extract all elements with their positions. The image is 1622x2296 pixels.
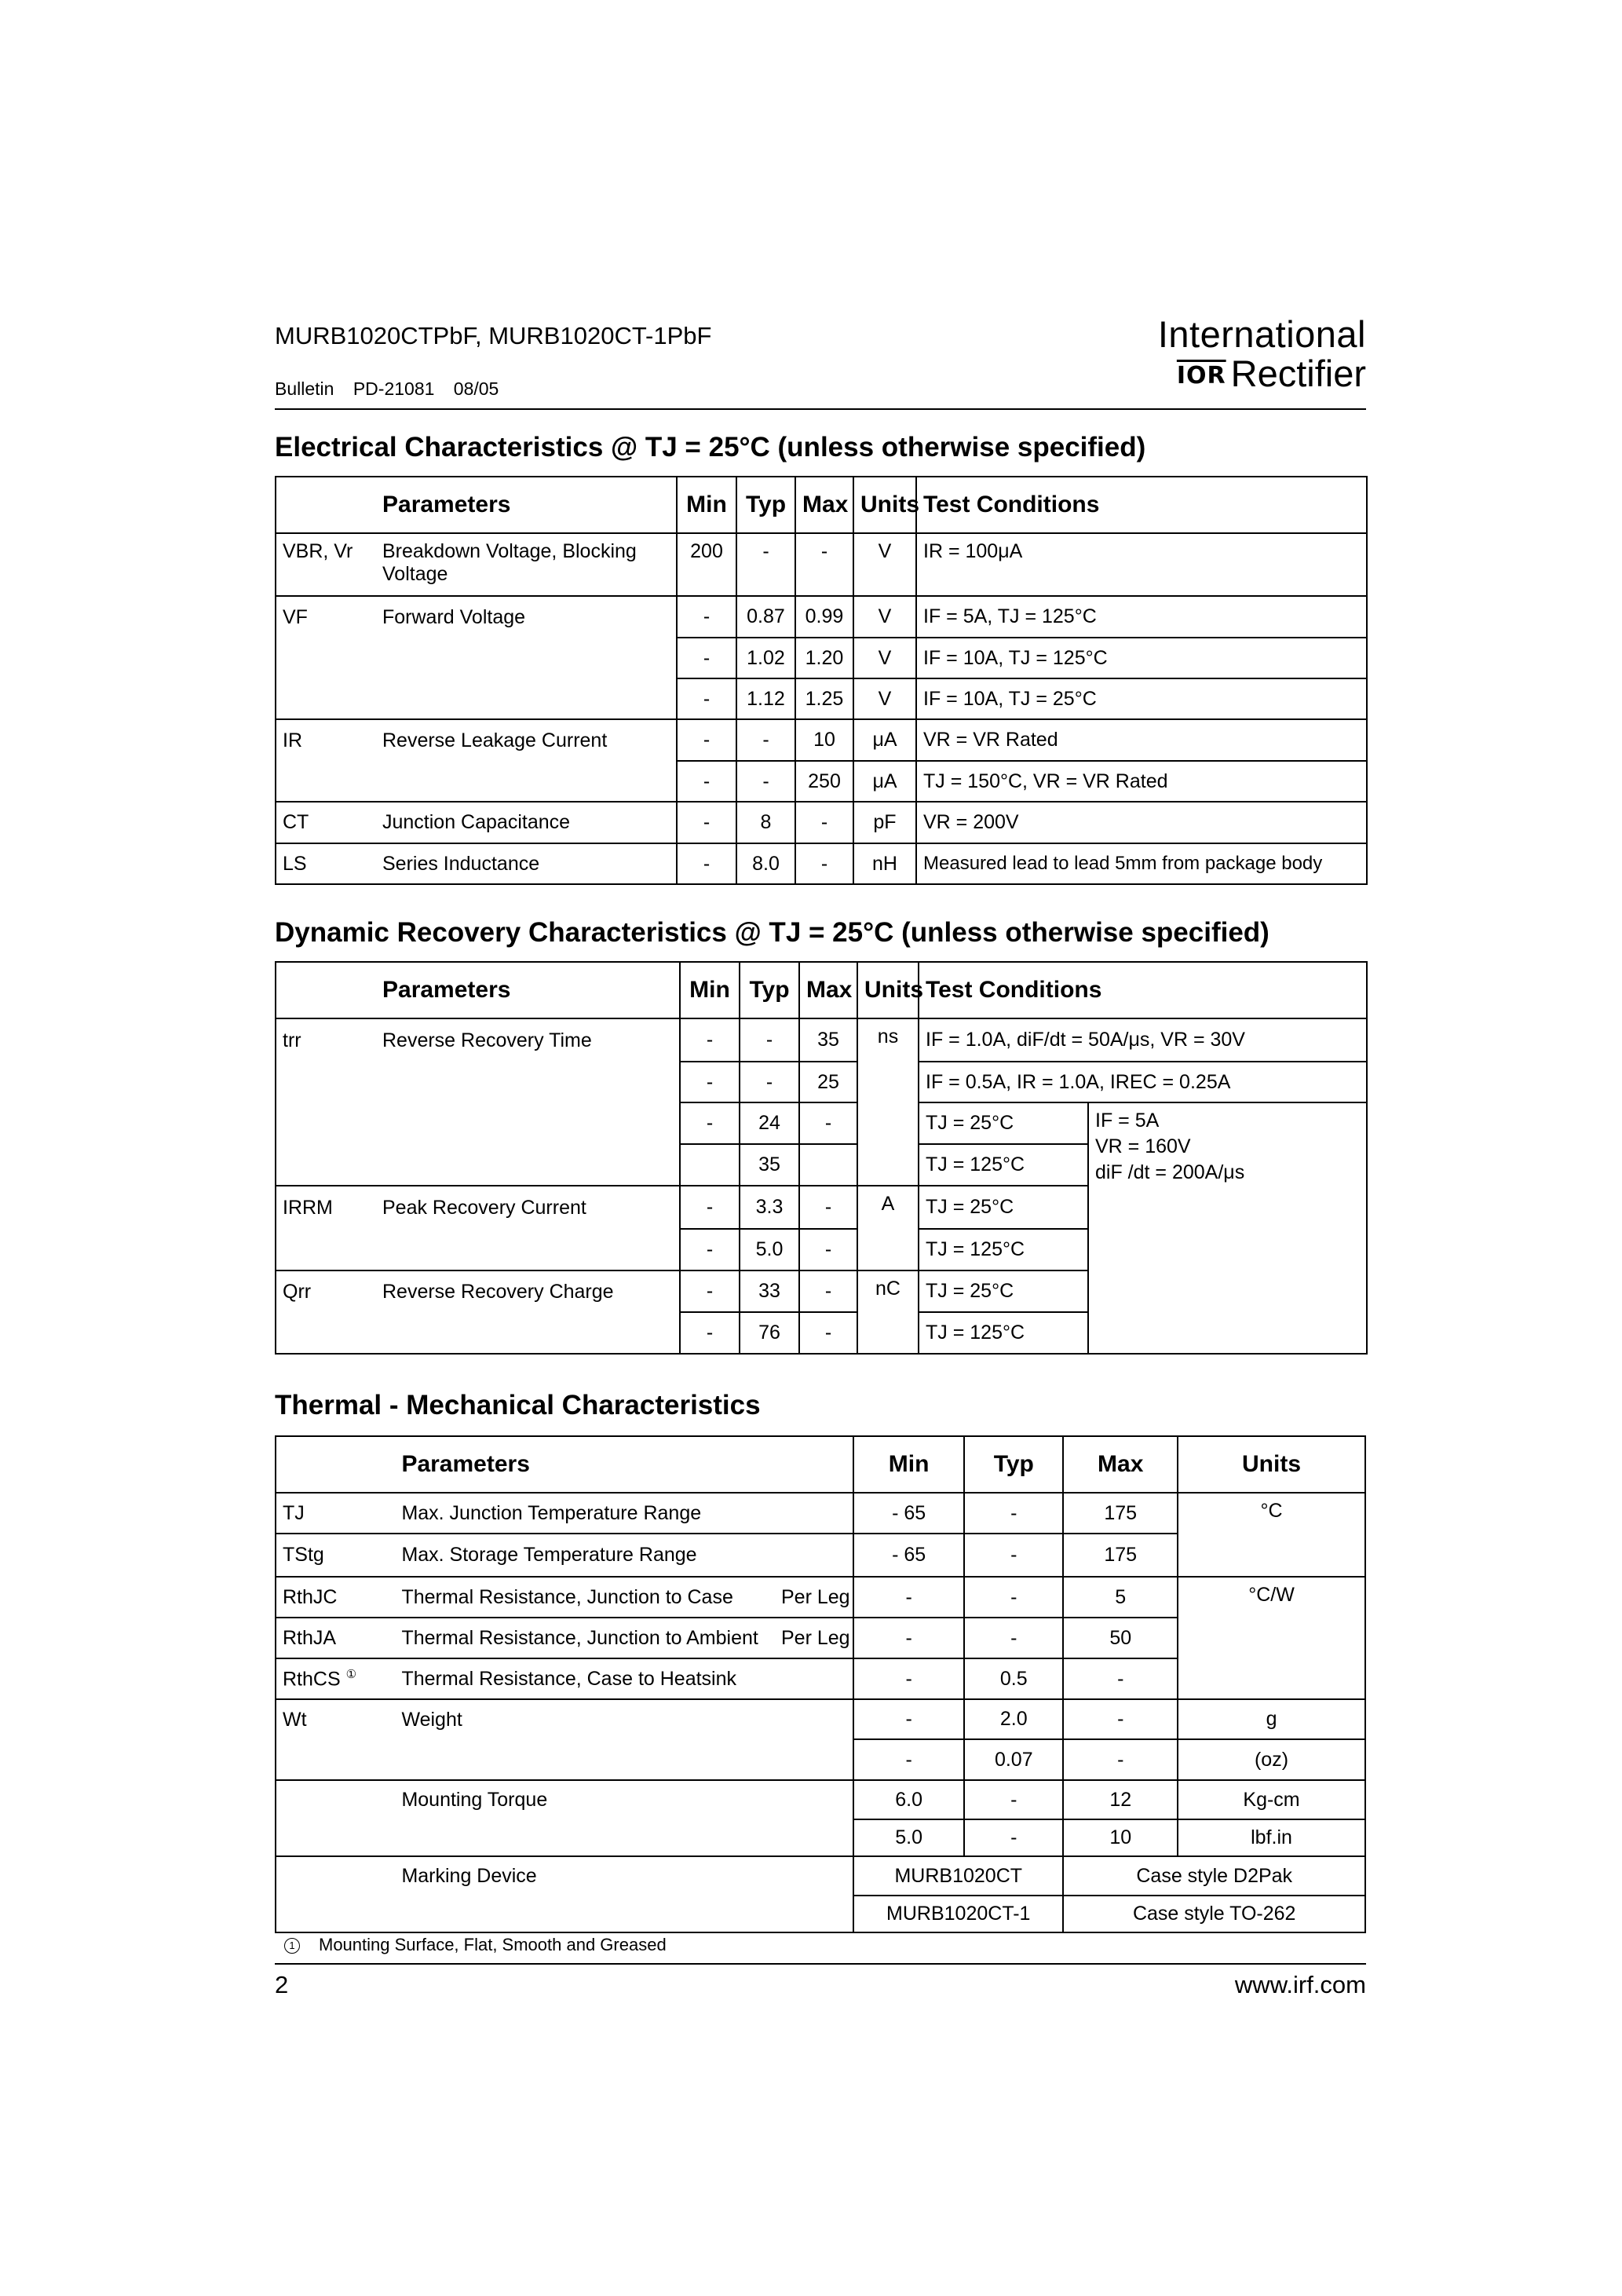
parameter (395, 1819, 853, 1856)
table-header-row (276, 962, 1367, 1018)
typ: 0.07 (964, 1739, 1063, 1780)
units: V (853, 596, 916, 638)
parameter: Junction Capacitance (376, 802, 677, 843)
symbol (276, 1144, 376, 1186)
min: - (853, 1739, 964, 1780)
table-row (276, 1896, 1365, 1932)
parameter: Peak Recovery Current (376, 1186, 680, 1229)
min: 200 (677, 533, 736, 596)
parameter (395, 1896, 853, 1932)
min: - 65 (853, 1534, 964, 1577)
units: °C (1178, 1493, 1365, 1577)
typ: - (964, 1618, 1063, 1658)
electrical-table (275, 476, 1368, 885)
table-row (276, 1577, 1365, 1618)
typ: - (964, 1493, 1063, 1534)
symbol-text: RthCS (283, 1668, 341, 1691)
col-test-conditions: Test Conditions (916, 477, 1367, 533)
logo-rectifier-line (1158, 355, 1366, 398)
case-style: Case style TO-262 (1063, 1896, 1365, 1932)
footnote-mark: 1 (284, 1938, 300, 1954)
parameter: Forward Voltage (376, 596, 677, 638)
bulletin-date: 08/05 (453, 378, 499, 399)
min: - (677, 596, 736, 638)
table-row (276, 1018, 1367, 1062)
typ: - (740, 1018, 799, 1062)
max: - (795, 533, 853, 596)
max: 50 (1063, 1618, 1178, 1658)
typ: 24 (740, 1102, 799, 1144)
table-row (276, 1780, 1365, 1819)
min (680, 1144, 740, 1186)
footnote-marker: ① (345, 1667, 357, 1681)
marking-device: MURB1020CT-1 (853, 1896, 1063, 1932)
parameter (376, 638, 677, 678)
table-header-row (276, 477, 1367, 533)
units: ns (857, 1018, 919, 1186)
parameter (376, 1312, 680, 1354)
typ: - (740, 1062, 799, 1102)
max: - (799, 1229, 857, 1270)
symbol (276, 761, 376, 802)
typ: 35 (740, 1144, 799, 1186)
table-row (276, 761, 1367, 802)
symbol: VBR, Vr (276, 533, 376, 596)
header-divider (275, 408, 1366, 410)
parameter (376, 761, 677, 802)
min: - (853, 1699, 964, 1739)
min: - (680, 1018, 740, 1062)
max: 12 (1063, 1780, 1178, 1819)
condition-dif-dt: diF /dt = 200A/μs (1095, 1161, 1245, 1183)
parameter: Breakdown Voltage, Blocking Voltage (376, 533, 677, 596)
logo-international: International (1157, 313, 1366, 355)
symbol: TStg (276, 1534, 395, 1577)
typ: 0.87 (736, 596, 795, 638)
test-condition: TJ = 25°C (919, 1270, 1088, 1312)
thermal-table (275, 1435, 1366, 1933)
symbol (276, 1062, 376, 1102)
bulletin-line (275, 378, 513, 400)
typ: - (964, 1780, 1063, 1819)
table-row (276, 678, 1367, 719)
max (799, 1144, 857, 1186)
test-condition: TJ = 125°C (919, 1144, 1088, 1186)
dynamic-table (275, 961, 1368, 1355)
parameter: Thermal Resistance, Case to Heatsink (395, 1658, 853, 1699)
col-max: Max (795, 477, 853, 533)
per-leg-label: Per Leg (781, 1626, 850, 1649)
min: - (680, 1312, 740, 1354)
symbol: CT (276, 802, 376, 843)
footer-divider (275, 1963, 1366, 1965)
test-condition: VR = VR Rated (916, 719, 1367, 761)
units: lbf.in (1178, 1819, 1365, 1856)
table-row (276, 1062, 1367, 1102)
typ: - (964, 1534, 1063, 1577)
test-condition: IF = 0.5A, IR = 1.0A, IREC = 0.25A (919, 1062, 1367, 1102)
parameter (376, 1144, 680, 1186)
website-url: www.irf.com (1234, 1971, 1366, 1998)
document-title: MURB1020CTPbF, MURB1020CT-1PbF (275, 322, 712, 349)
test-condition: IF = 5A, TJ = 125°C (916, 596, 1367, 638)
col-parameters: Parameters (376, 477, 677, 533)
parameter-text: Thermal Resistance, Junction to Case (401, 1585, 733, 1608)
case-style: Case style D2Pak (1063, 1856, 1365, 1896)
min: - (677, 719, 736, 761)
max: - (1063, 1699, 1178, 1739)
col-min: Min (677, 477, 736, 533)
parameter: Mounting Torque (395, 1780, 853, 1819)
symbol (276, 678, 376, 719)
symbol: RthJA (276, 1618, 395, 1658)
col-parameters: Parameters (376, 962, 680, 1018)
max: 175 (1063, 1534, 1178, 1577)
min: - (680, 1186, 740, 1229)
units: g (1178, 1699, 1365, 1739)
col-min: Min (680, 962, 740, 1018)
marking-device: MURB1020CT (853, 1856, 1063, 1896)
parameter (376, 1102, 680, 1144)
units: V (853, 638, 916, 678)
min: - (677, 843, 736, 884)
typ: - (964, 1819, 1063, 1856)
test-condition: TJ = 25°C (919, 1102, 1088, 1144)
min: - 65 (853, 1493, 964, 1534)
parameter: Series Inductance (376, 843, 677, 884)
col-typ: Typ (740, 962, 799, 1018)
col-units: Units (1178, 1436, 1365, 1493)
col-units: Units (857, 962, 919, 1018)
units: nH (853, 843, 916, 884)
max: - (795, 802, 853, 843)
max: - (799, 1270, 857, 1312)
typ: 33 (740, 1270, 799, 1312)
min: 5.0 (853, 1819, 964, 1856)
symbol (276, 1229, 376, 1270)
typ: - (736, 533, 795, 596)
test-condition: IF = 1.0A, diF/dt = 50A/μs, VR = 30V (919, 1018, 1367, 1062)
parameter (395, 1577, 853, 1618)
table-row (276, 1819, 1365, 1856)
test-condition: TJ = 150°C, VR = VR Rated (916, 761, 1367, 802)
col-parameters: Parameters (395, 1436, 853, 1493)
logo-rectifier: Rectifier (1230, 353, 1366, 394)
symbol (276, 1312, 376, 1354)
col-min: Min (853, 1436, 964, 1493)
typ: 0.5 (964, 1658, 1063, 1699)
table-row (276, 1699, 1365, 1739)
footnote-text: Mounting Surface, Flat, Smooth and Greased (319, 1935, 667, 1954)
bulletin-number: PD-21081 (353, 378, 435, 399)
parameter: Reverse Recovery Charge (376, 1270, 680, 1312)
table-row (276, 719, 1367, 761)
electrical-section-title (275, 432, 1145, 463)
units: μA (853, 719, 916, 761)
min: - (680, 1270, 740, 1312)
parameter (376, 1229, 680, 1270)
parameter: Marking Device (395, 1856, 853, 1896)
symbol: IRRM (276, 1186, 376, 1229)
page-number: 2 (275, 1971, 289, 1998)
typ: 1.12 (736, 678, 795, 719)
max: - (799, 1312, 857, 1354)
max: 250 (795, 761, 853, 802)
symbol: TJ (276, 1493, 395, 1534)
symbol: IR (276, 719, 376, 761)
parameter: Reverse Recovery Time (376, 1018, 680, 1062)
min: - (680, 1102, 740, 1144)
symbol: VF (276, 596, 376, 638)
dynamic-section-title (275, 917, 1269, 949)
table-row (276, 596, 1367, 638)
min: 6.0 (853, 1780, 964, 1819)
units: (oz) (1178, 1739, 1365, 1780)
col-typ: Typ (736, 477, 795, 533)
min: - (677, 638, 736, 678)
condition-vr: VR = 160V (1095, 1135, 1191, 1157)
parameter-text: Thermal Resistance, Junction to Ambient (401, 1626, 758, 1649)
typ: 2.0 (964, 1699, 1063, 1739)
parameter (376, 1062, 680, 1102)
units: pF (853, 802, 916, 843)
col-max: Max (1063, 1436, 1178, 1493)
condition-if: IF = 5A (1095, 1110, 1160, 1132)
max: - (799, 1186, 857, 1229)
max: 175 (1063, 1493, 1178, 1534)
table-row (276, 802, 1367, 843)
max: 0.99 (795, 596, 853, 638)
symbol (276, 1856, 395, 1896)
per-leg-label: Per Leg (781, 1585, 850, 1608)
max: 5 (1063, 1577, 1178, 1618)
symbol: Wt (276, 1699, 395, 1739)
table-row (276, 843, 1367, 884)
typ: 1.02 (736, 638, 795, 678)
min: - (853, 1577, 964, 1618)
test-condition: TJ = 125°C (919, 1229, 1088, 1270)
symbol: RthJC (276, 1577, 395, 1618)
thermal-section-title (275, 1390, 761, 1421)
typ: 5.0 (740, 1229, 799, 1270)
symbol: Qrr (276, 1270, 376, 1312)
thermal-title-text: Thermal - Mechanical Characteristics (275, 1390, 761, 1420)
min: - (853, 1618, 964, 1658)
test-condition: IR = 100μA (916, 533, 1367, 596)
min: - (677, 761, 736, 802)
parameter: Weight (395, 1699, 853, 1739)
typ: 8 (736, 802, 795, 843)
units: A (857, 1186, 919, 1270)
max: - (1063, 1658, 1178, 1699)
logo-ior-mark: $\overline{IOR}$ (1176, 362, 1226, 389)
min: - (677, 678, 736, 719)
table-row (276, 1493, 1365, 1534)
typ: 3.3 (740, 1186, 799, 1229)
symbol (276, 1102, 376, 1144)
min: - (680, 1229, 740, 1270)
table-row (276, 1856, 1365, 1896)
min: - (677, 802, 736, 843)
max: - (799, 1102, 857, 1144)
symbol (276, 1896, 395, 1932)
shared-conditions (1088, 1102, 1367, 1354)
max: 10 (795, 719, 853, 761)
parameter: Max. Storage Temperature Range (395, 1534, 853, 1577)
test-condition: IF = 10A, TJ = 125°C (916, 638, 1367, 678)
max: 10 (1063, 1819, 1178, 1856)
symbol: trr (276, 1018, 376, 1062)
typ: - (736, 761, 795, 802)
test-condition: TJ = 25°C (919, 1186, 1088, 1229)
test-condition: VR = 200V (916, 802, 1367, 843)
table-row (276, 638, 1367, 678)
test-condition: TJ = 125°C (919, 1312, 1088, 1354)
typ: - (736, 719, 795, 761)
table-row (276, 1102, 1367, 1144)
max: 35 (799, 1018, 857, 1062)
symbol (276, 1739, 395, 1780)
min: - (680, 1062, 740, 1102)
test-condition: IF = 10A, TJ = 25°C (916, 678, 1367, 719)
symbol (276, 638, 376, 678)
table-row (276, 533, 1367, 596)
col-test-conditions: Test Conditions (919, 962, 1367, 1018)
max: - (795, 843, 853, 884)
typ: - (964, 1577, 1063, 1618)
typ: 76 (740, 1312, 799, 1354)
test-condition: Measured lead to lead 5mm from package body (916, 843, 1367, 884)
dynamic-title-text: Dynamic Recovery Characteristics @ TJ = 25°C (unless otherwise specified) (275, 917, 1269, 948)
typ: 8.0 (736, 843, 795, 884)
col-max: Max (799, 962, 857, 1018)
bulletin-label: Bulletin (275, 378, 334, 399)
max: 1.25 (795, 678, 853, 719)
max: 25 (799, 1062, 857, 1102)
units: μA (853, 761, 916, 802)
symbol: LS (276, 843, 376, 884)
table-header-row (276, 1436, 1365, 1493)
max: - (1063, 1739, 1178, 1780)
company-logo (1158, 314, 1366, 398)
symbol (276, 1780, 395, 1819)
parameter (395, 1739, 853, 1780)
footnote (275, 1935, 667, 1955)
units: °C/W (1178, 1577, 1365, 1699)
units: V (853, 533, 916, 596)
parameter (395, 1618, 853, 1658)
table-row (276, 1739, 1365, 1780)
min: - (853, 1658, 964, 1699)
symbol (276, 1819, 395, 1856)
parameter (376, 678, 677, 719)
col-typ: Typ (964, 1436, 1063, 1493)
parameter: Max. Junction Temperature Range (395, 1493, 853, 1534)
parameter: Reverse Leakage Current (376, 719, 677, 761)
units: Kg-cm (1178, 1780, 1365, 1819)
units: nC (857, 1270, 919, 1354)
symbol (276, 1658, 395, 1699)
electrical-title-text: Electrical Characteristics @ TJ = 25°C (unless otherwise specified) (275, 432, 1146, 462)
units: V (853, 678, 916, 719)
max: 1.20 (795, 638, 853, 678)
col-units: Units (853, 477, 916, 533)
